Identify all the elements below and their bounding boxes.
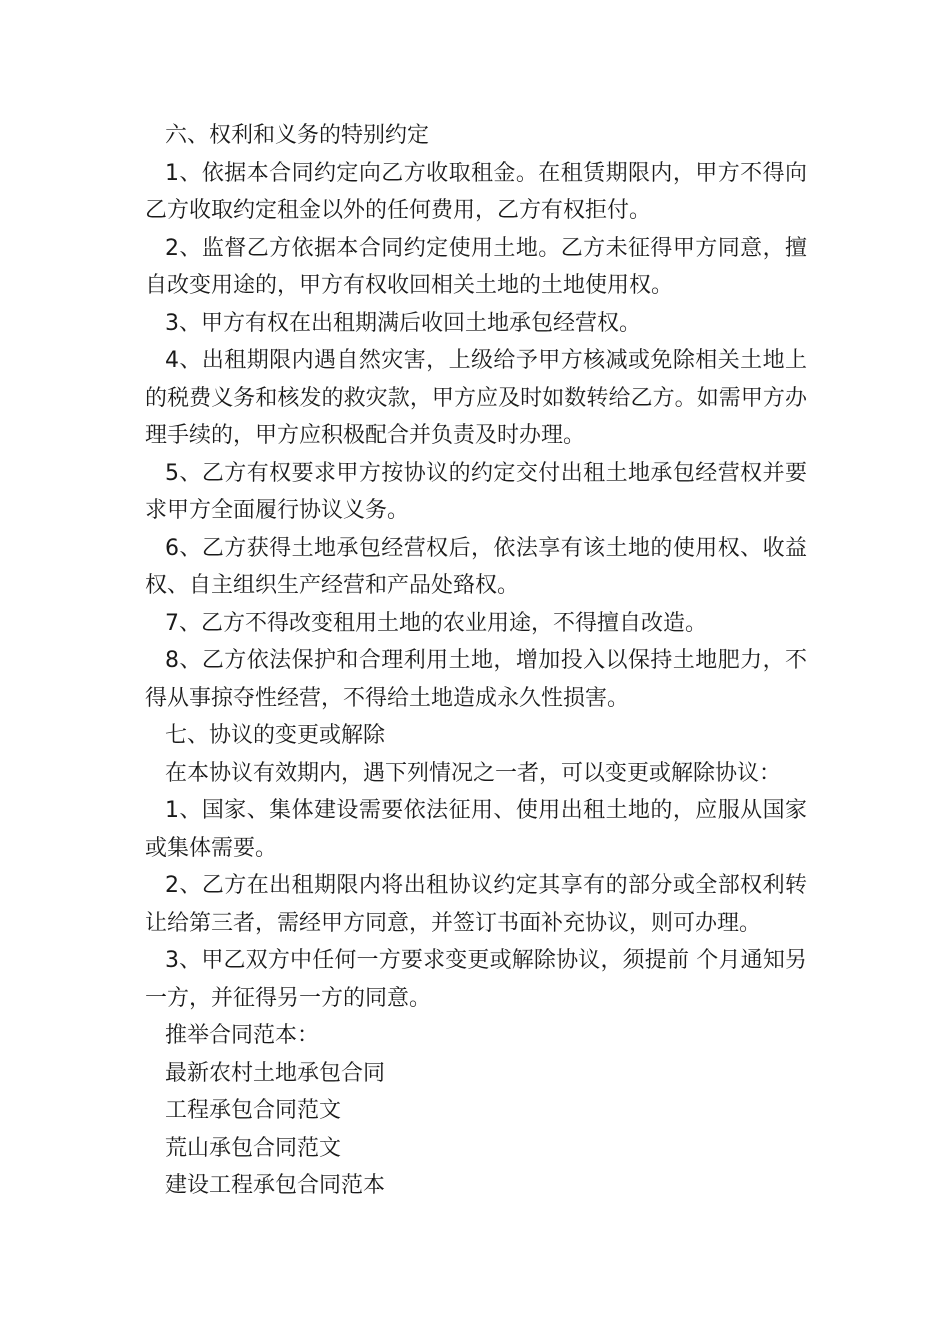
- clause-paragraph: 3、甲乙双方中任何一方要求变更或解除协议，须提前 个月通知另一方，并征得另一方的同意。: [145, 948, 807, 1011]
- recommended-template-item: 最新农村土地承包合同: [165, 1060, 386, 1086]
- clause-paragraph: 2、乙方在出租期限内将出租协议约定其享有的部分或全部权利转让给第三者，需经甲方同意，并签订书面补充协议，则可办理。: [145, 873, 807, 936]
- clause-paragraph: 4、出租期限内遇自然灾害，上级给予甲方核减或免除相关土地上的税费义务和核发的救灾款，甲方应及时如数转给乙方。如需甲方办理手续的，甲方应积极配合并负责及时办理。: [145, 348, 807, 448]
- section-heading-rights-duties: 六、权利和义务的特别约定: [165, 123, 430, 148]
- recommended-template-item: 荒山承包合同范文: [165, 1135, 342, 1161]
- clause-paragraph: 1、国家、集体建设需要依法征用、使用出租土地的，应服从国家或集体需要。: [145, 798, 807, 861]
- clause-paragraph: 7、乙方不得改变租用土地的农业用途，不得擅自改造。: [165, 610, 707, 636]
- recommended-templates-heading: 推举合同范本：: [165, 1023, 320, 1048]
- clause-paragraph: 1、依据本合同约定向乙方收取租金。在租赁期限内，甲方不得向乙方收取约定租金以外的任何费用，乙方有权拒付。: [145, 160, 807, 223]
- clause-paragraph: 3、甲方有权在出租期满后收回土地承包经营权。: [165, 310, 641, 336]
- section-heading-change-termination: 七、协议的变更或解除: [165, 723, 386, 748]
- clause-paragraph: 5、乙方有权要求甲方按协议的约定交付出租土地承包经营权并要求甲方全面履行协议义务。: [145, 460, 807, 523]
- recommended-template-item: 建设工程承包合同范本: [165, 1173, 386, 1198]
- clause-paragraph: 2、监督乙方依据本合同约定使用土地。乙方未征得甲方同意，擅自改变用途的，甲方有权收回相关土地的土地使用权。: [145, 235, 807, 298]
- recommended-template-item: 工程承包合同范文: [165, 1098, 342, 1123]
- clause-paragraph: 6、乙方获得土地承包经营权后，依法享有该土地的使用权、收益权、自主组织生产经营和产品处臵权。: [145, 535, 807, 598]
- intro-paragraph: 在本协议有效期内，遇下列情况之一者，可以变更或解除协议：: [165, 760, 782, 786]
- clause-paragraph: 8、乙方依法保护和合理利用土地，增加投入以保持土地肥力，不得从事掠夺性经营，不得给土地造成永久性损害。: [145, 648, 807, 711]
- document-page: [145, 117, 807, 1205]
